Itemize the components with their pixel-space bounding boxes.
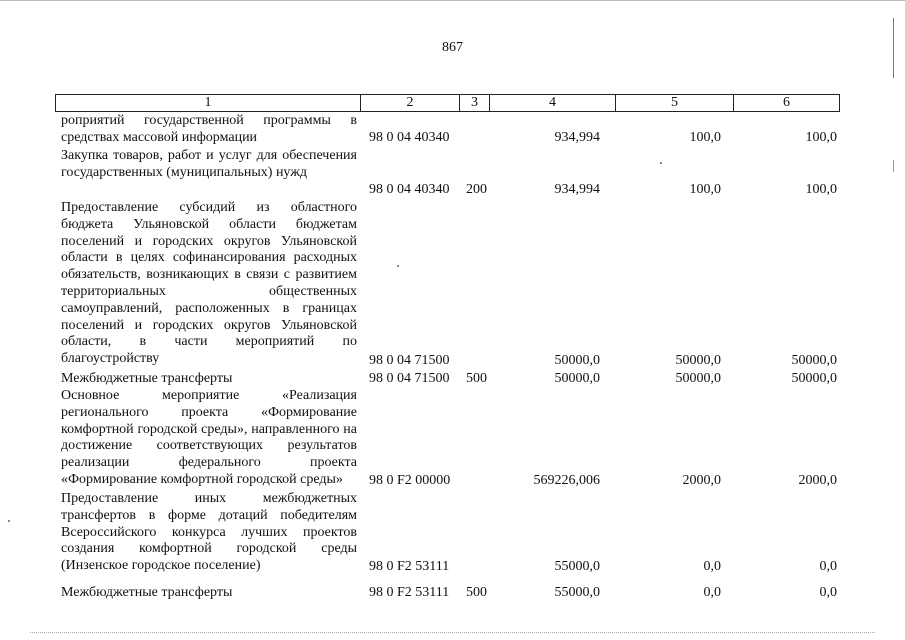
row-col4-value: 934,994 [554,182,600,197]
header-col-2: 2 [361,95,460,111]
row-code: 98 0 04 40340 [369,130,450,145]
scan-top-edge [0,0,905,1]
scan-bottom-edge [30,632,875,634]
scan-edge-mark [893,160,894,172]
row-col6-value: 0,0 [819,585,837,600]
row-col6-value: 100,0 [805,182,837,197]
header-col-4: 4 [490,95,616,111]
row-col4-value: 569226,006 [533,473,600,488]
row-col6-value: 0,0 [819,559,837,574]
row-code: 98 0 F2 53111 [369,559,450,574]
row-description: Межбюджетные трансферты [61,585,233,600]
row-description: Межбюджетные трансферты [61,371,233,386]
row-code: 98 0 04 71500 [369,353,450,368]
row-col6-value: 100,0 [805,130,837,145]
row-col5-value: 100,0 [689,130,721,145]
row-col5-value: 100,0 [689,182,721,197]
row-description: роприятий государственной программы в средствах массовой информации [61,113,357,145]
row-col5-value: 2000,0 [682,473,721,488]
table-header-row [55,94,840,112]
row-col6-value: 50000,0 [791,371,837,386]
table-row [0,371,905,388]
row-col4-value: 934,994 [554,130,600,145]
table-row [0,491,905,576]
table-row [0,388,905,490]
row-code: 98 0 04 71500 [369,371,450,386]
row-col5-value: 50000,0 [675,353,721,368]
row-expense-type: 500 [466,371,487,386]
table-row [0,148,905,199]
row-col5-value: 0,0 [703,585,721,600]
row-description: Предоставление иных межбюджетных трансфертов в форме дотаций победителям Всероссийского конкурса лучших проектов создания комфортной городской среды (Инзенское городское поселение) [61,491,357,574]
row-description: Основное мероприятие «Реализация регионального проекта «Формирование комфортной городской среды», направленного на достижение соответствующих результатов реализации федерального проекта «Формирование комфортной городской среды» [61,388,357,487]
row-code: 98 0 04 40340 [369,182,450,197]
row-expense-type: 200 [466,182,487,197]
scan-speck [660,162,662,164]
row-description: Предоставление субсидий из областного бюджета Ульяновской области бюджетам поселений и городских округов Ульяновской области в целях софинансирования расходных обязательств, возникающих в связи с развитием территориальных общественных самоуправлений, расположенных в границах поселений и городских округов Ульяновской области, в части мероприятий по благоустройству [61,200,357,367]
row-col4-value: 50000,0 [554,371,600,386]
row-col4-value: 50000,0 [554,353,600,368]
row-col4-value: 55000,0 [554,585,600,600]
page-number: 867 [442,40,463,55]
scan-edge-mark [893,18,894,78]
row-expense-type: 500 [466,585,487,600]
row-col6-value: 2000,0 [798,473,837,488]
header-col-3: 3 [460,95,490,111]
scan-speck [397,265,399,267]
row-code: 98 0 F2 00000 [369,473,451,488]
scan-speck [8,520,10,522]
row-col5-value: 50000,0 [675,371,721,386]
row-col6-value: 50000,0 [791,353,837,368]
row-description: Закупка товаров, работ и услуг для обеспечения государственных (муниципальных) нужд [61,148,357,180]
row-col4-value: 55000,0 [554,559,600,574]
header-col-5: 5 [616,95,734,111]
header-col-6: 6 [783,95,790,110]
table-row [0,200,905,370]
table-row [0,113,905,147]
table-row [0,585,905,602]
header-col-1: 1 [56,95,361,111]
row-col5-value: 0,0 [703,559,721,574]
row-code: 98 0 F2 53111 [369,585,450,600]
